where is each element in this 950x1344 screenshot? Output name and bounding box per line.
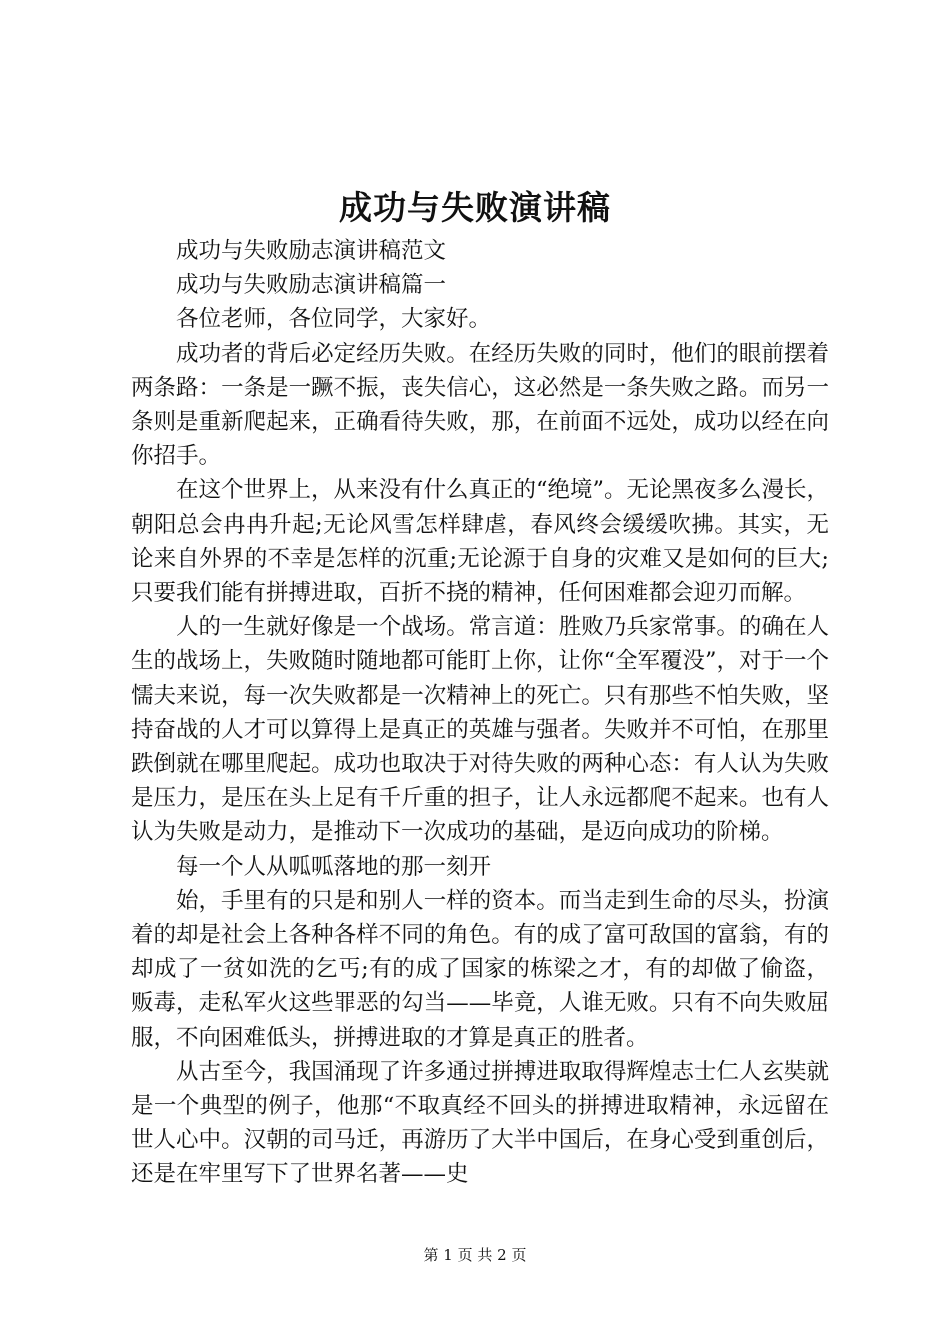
document-title: 成功与失败演讲稿 <box>339 188 611 227</box>
paragraph: 始，手里有的只是和别人一样的资本。而当走到生命的尽头，扮演着的却是社会上各种各样不同的角色。有的成了富可敌国的富翁，有的却成了一贫如洗的乞丐;有的成了国家的栋梁之才，有的却做了偷盗，贩毒，走私军火这些罪恶的勾当——毕竟，人谁无败。只有不向失败屈服，不向困难低头，拼搏进取的才算是真正的胜者。 <box>131 887 829 1051</box>
paragraph: 在这个世界上，从来没有什么真正的“绝境”。无论黑夜多么漫长，朝阳总会冉冉升起;无论风雪怎样肆虐，春风终会缓缓吹拂。其实，无论来自外界的不幸是怎样的沉重;无论源于自身的灾难又是如何的巨大;只要我们能有拼搏进取，百折不挠的精神，任何困难都会迎刃而解。 <box>131 477 830 607</box>
paragraph-greeting: 各位老师，各位同学，大家好。 <box>176 306 492 333</box>
document-body <box>131 234 829 1192</box>
paragraph: 成功者的背后必定经历失败。在经历失败的同时，他们的眼前摆着两条路：一条是一蹶不振，丧失信心，这必然是一条失败之路。而另一条则是重新爬起来，正确看待失败，那，在前面不远处，成功以经在向你招手。 <box>131 340 829 470</box>
paragraph: 每一个人从呱呱落地的那一刻开 <box>176 853 492 880</box>
paragraph-subtitle: 成功与失败励志演讲稿范文 <box>176 238 447 264</box>
paragraph: 从古至今，我国涌现了许多通过拼搏进取取得辉煌志士仁人玄奘就是一个典型的例子，他那“不取真经不回头的拼搏进取精神，永远留在世人心中。汉朝的司马迁，再游历了大半中国后，在身心受到重创后，还是在牢里写下了世界名著——史 <box>131 1058 829 1188</box>
page-footer: 第 1 页 共 2 页 <box>423 1246 527 1264</box>
paragraph: 人的一生就好像是一个战场。常言道：胜败乃兵家常事。的确在人生的战场上，失败随时随地都可能盯上你，让你“全军覆没”，对于一个懦夫来说，每一次失败都是一次精神上的死亡。只有那些不怕失败，坚持奋战的人才可以算得上是真正的英雄与强者。失败并不可怕，在那里跌倒就在哪里爬起。成功也取决于对待失败的两种心态：有人认为失败是压力，是压在头上足有千斤重的担子，让人永远都爬不起来。也有人认为失败是动力，是推动下一次成功的基础，是迈向成功的阶梯。 <box>131 614 830 846</box>
paragraph-section-heading: 成功与失败励志演讲稿篇一 <box>176 272 447 299</box>
